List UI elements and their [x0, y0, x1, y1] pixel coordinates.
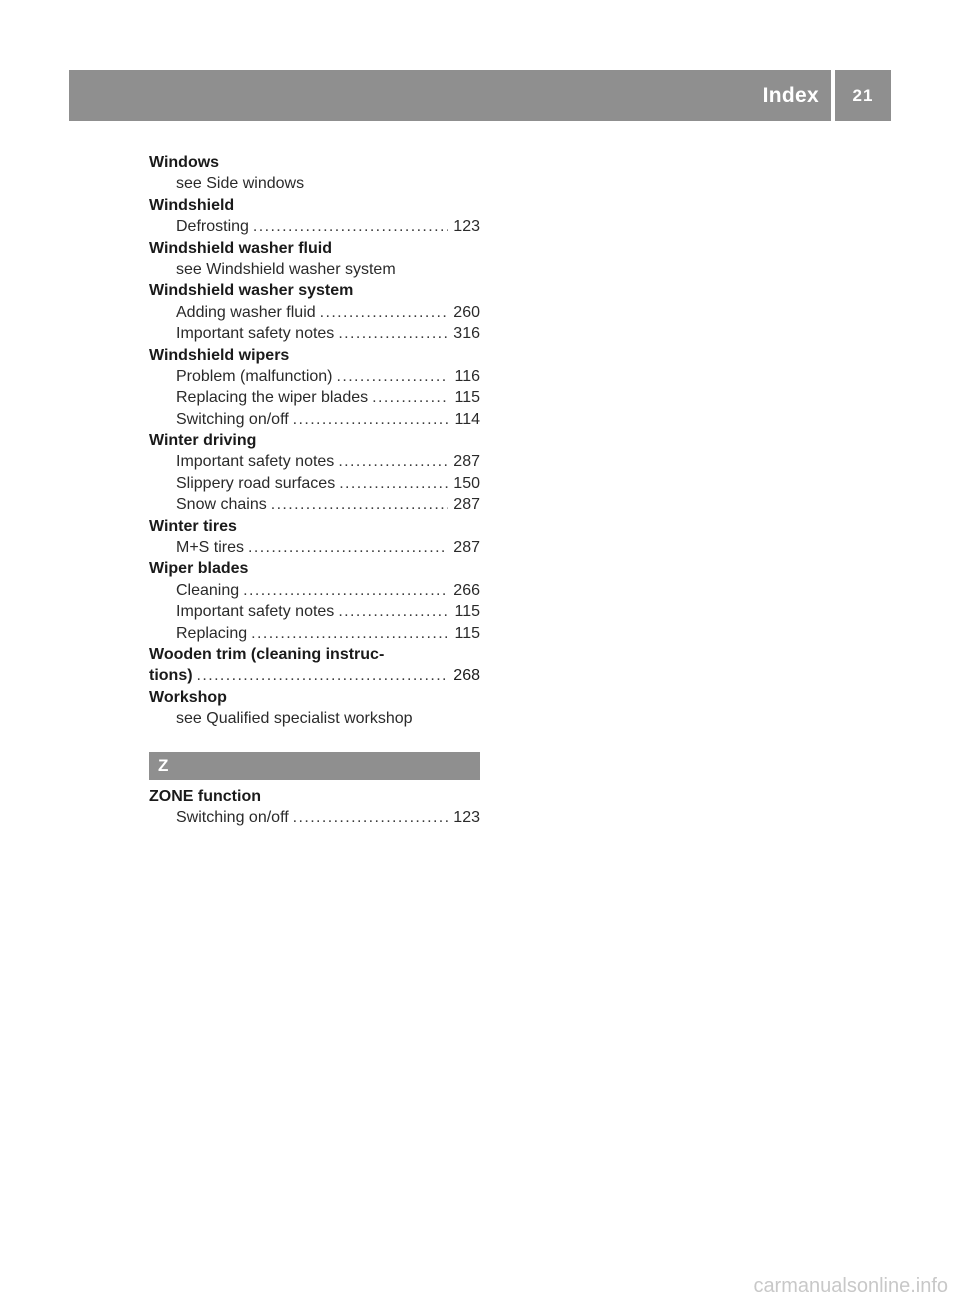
- subentry-text: Important safety notes: [176, 453, 335, 471]
- index-list-z: [149, 786, 480, 829]
- index-subentry[interactable]: [149, 623, 480, 644]
- dot-leader: [338, 601, 448, 622]
- dot-leader: [293, 807, 448, 828]
- index-cross-reference[interactable]: see Side windows: [176, 175, 305, 193]
- index-entry-title: Winter driving: [149, 432, 257, 450]
- page-reference[interactable]: 123: [453, 218, 480, 236]
- subentry-text: Cleaning: [176, 581, 240, 599]
- index-subentry[interactable]: [149, 302, 480, 323]
- subentry-text: Switching on/off: [176, 410, 289, 428]
- letter-heading-z: Z: [149, 752, 480, 780]
- dot-leader: [337, 366, 449, 387]
- dot-leader: [248, 537, 448, 558]
- page-reference[interactable]: 123: [453, 809, 480, 827]
- page-reference[interactable]: 114: [454, 410, 480, 428]
- index-subentry[interactable]: [149, 323, 480, 344]
- page-reference[interactable]: 116: [454, 367, 480, 385]
- dot-leader: [339, 473, 448, 494]
- page-reference[interactable]: 287: [453, 453, 480, 471]
- index-entry-title: Windshield: [149, 196, 235, 214]
- index-entry-title: Workshop: [149, 688, 227, 706]
- dot-leader: [293, 409, 448, 430]
- index-entry-title: Wooden trim (cleaning instruc-: [149, 645, 385, 663]
- page-reference[interactable]: 150: [453, 474, 480, 492]
- page-header: [69, 70, 891, 121]
- subentry-text: M+S tires: [176, 539, 245, 557]
- index-subentry[interactable]: [149, 601, 480, 622]
- page-reference[interactable]: 287: [453, 496, 480, 514]
- dot-leader: [338, 323, 448, 344]
- dot-leader: [271, 494, 448, 515]
- watermark: carmanualsonline.info: [753, 1275, 948, 1297]
- dot-leader: [338, 451, 448, 472]
- index-subentry[interactable]: [149, 451, 480, 472]
- page-reference[interactable]: 115: [454, 603, 480, 621]
- page-reference[interactable]: 287: [453, 539, 480, 557]
- index-entry-title: ZONE function: [149, 788, 261, 805]
- index-entry-title-continued[interactable]: [149, 665, 480, 686]
- dot-leader: [251, 623, 448, 644]
- subentry-text: Important safety notes: [176, 325, 335, 343]
- page-number: 21: [852, 85, 874, 105]
- index-entry-title: Windshield wipers: [149, 346, 290, 364]
- index-subentry[interactable]: [149, 473, 480, 494]
- dot-leader: [243, 580, 448, 601]
- index-cross-reference[interactable]: see Windshield washer system: [176, 260, 396, 278]
- subentry-text: Snow chains: [176, 496, 267, 514]
- subentry-text: Adding washer fluid: [176, 303, 316, 321]
- index-entry-title: Windshield washer fluid: [149, 239, 332, 257]
- subentry-text: Defrosting: [176, 218, 249, 236]
- page-reference[interactable]: 260: [453, 303, 480, 321]
- index-subentry[interactable]: [149, 409, 480, 430]
- index-subentry[interactable]: [149, 366, 480, 387]
- index-entry-title: Windshield washer system: [149, 282, 354, 300]
- index-list-w: [149, 152, 480, 730]
- dot-leader: [372, 387, 448, 408]
- index-cross-reference[interactable]: see Qualified specialist workshop: [176, 710, 413, 728]
- section-title: Index: [762, 83, 819, 107]
- index-subentry[interactable]: [149, 580, 480, 601]
- index-entry-title: Winter tires: [149, 517, 237, 535]
- subentry-text: Problem (malfunction): [176, 367, 333, 385]
- dot-leader: [320, 302, 448, 323]
- subentry-text: Important safety notes: [176, 603, 335, 621]
- index-subentry[interactable]: [149, 537, 480, 558]
- index-entry-title: Windows: [149, 154, 220, 171]
- index-entry-title: Wiper blades: [149, 560, 249, 578]
- index-subentry[interactable]: [149, 387, 480, 408]
- page-reference[interactable]: 316: [453, 325, 480, 343]
- index-subentry[interactable]: [149, 807, 480, 828]
- subentry-text: Replacing the wiper blades: [176, 389, 369, 407]
- page-reference[interactable]: 115: [454, 389, 480, 407]
- index-subentry[interactable]: [149, 494, 480, 515]
- entry-text: tions): [149, 667, 193, 685]
- page-reference[interactable]: 268: [453, 667, 480, 685]
- page-reference[interactable]: 266: [453, 581, 480, 599]
- dot-leader: [253, 216, 448, 237]
- index-subentry[interactable]: [149, 216, 480, 237]
- subentry-text: Slippery road surfaces: [176, 474, 336, 492]
- subentry-text: Switching on/off: [176, 809, 289, 827]
- page-reference[interactable]: 115: [454, 624, 480, 642]
- subentry-text: Replacing: [176, 624, 248, 642]
- dot-leader: [197, 665, 448, 686]
